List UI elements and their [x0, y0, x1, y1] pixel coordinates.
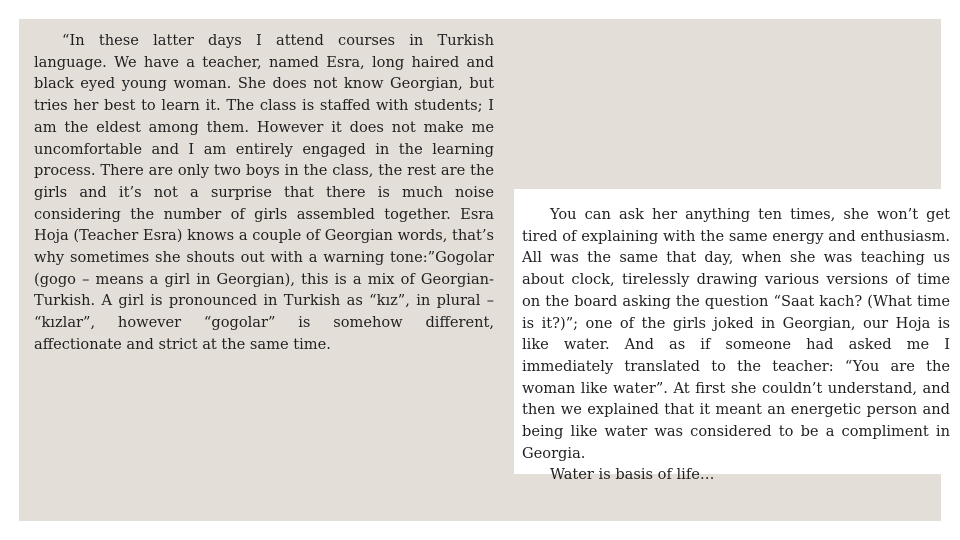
left-text-column	[34, 30, 494, 356]
right-text-column	[522, 204, 950, 486]
closing-line: Water is basis of life…	[550, 466, 715, 484]
right-paragraph: You can ask her anything ten times, she won’t get tired of explaining with the same energy and enthusiasm. All was the same that day, when she was teaching us about clock, tirelessly drawing various versions of time on the board asking the question “Saat kach? (What time is it?)”; one of the girls joked in Georgian, our Hoja is like water. And as if someone had asked me I immediately translated to the teacher: “You are the woman like water”. At first she couldn’t understand, and then we explained that it meant an energetic person and being like water was considered to be a compliment in Georgia.	[522, 206, 950, 462]
left-paragraph: “In these latter days I attend courses in Turkish language. We have a teacher, named Esra, long haired and black eyed young woman. She does not know Georgian, but tries her best to learn it. The class is staffed with students; I am the eldest among them. However it does not make me uncomfortable and I am entirely engaged in the learning process. There are only two boys in the class, the rest are the girls and it’s not a surprise that there is much noise considering the number of girls assembled together. Esra Hoja (Teacher Esra) knows a couple of Georgian words, that’s why sometimes she shouts out with a warning tone:”Gogolar (gogo – means a girl in Georgian), this is a mix of Georgian-Turkish. A girl is pronounced in Turkish as “kız”, in plural – “kızlar”, however “gogolar” is somehow different, affectionate and strict at the same time.	[34, 32, 494, 353]
